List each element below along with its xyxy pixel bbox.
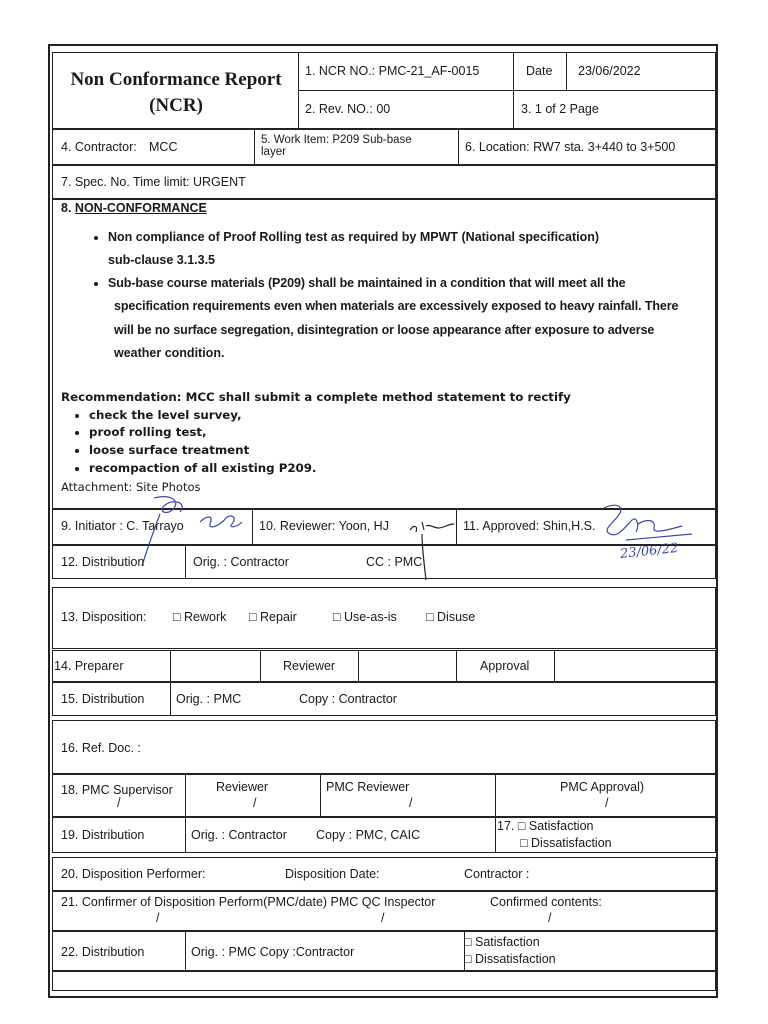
ref-doc-label: 16. Ref. Doc. : [61,741,141,755]
distribution-22-orig-copy: Orig. : PMC Copy :Contractor [191,945,355,959]
disposition-performer: 20. Disposition Performer: [61,867,206,881]
distribution-19-copy: Copy : PMC, CAIC [316,828,421,842]
distribution-15-label: 15. Distribution [61,692,145,706]
preparer-approval-label: Approval [480,659,530,673]
ref-doc-row [52,720,716,774]
preparer-label: 14. Preparer [54,659,124,673]
nonconformance-bullets [88,226,718,365]
distribution-label: 12. Distribution [61,555,145,569]
confirmer-slash-3: / [548,911,552,925]
reviewer: 10. Reviewer: Yoon, HJ [259,519,389,533]
disposition-label: 13. Disposition: [61,610,147,624]
preparer-row [52,650,716,682]
bullet-item: • Non compliance of Proof Rolling test as required by MPWT (National specification) sub-clause 3.1.3.5 [108,226,718,272]
dissatisfaction-checkbox-22[interactable]: □ Dissatisfaction [464,952,556,966]
distribution-15-orig: Orig. : PMC [176,692,242,706]
footer-strip [52,971,716,991]
confirmed-contents-label: Confirmed contents: [490,895,602,909]
approval-date-handwritten: 23/06/22 [619,540,680,563]
pmc-supervisor-label: 18. PMC Supervisor [61,783,173,797]
bullet-item: • Sub-base course materials (P209) shall be maintained in a condition that will meet all the specification requirements even when materials are excessively exposed to heavy rainfall. There will be no surface segregation, disintegration or loose appearance after exposure to adverse weather condition. [108,272,718,365]
distribution-cc: CC : PMC [366,555,423,569]
form-title: Non Conformance Report (NCR) [70,69,282,116]
preparer-reviewer-label: Reviewer [283,659,336,673]
pmc-reviewer-col-slash: / [253,796,257,810]
distribution-19-orig: Orig. : Contractor [191,828,287,842]
dissatisfaction-checkbox-17[interactable]: □ Dissatisfaction [520,836,612,850]
page-number: 3. 1 of 2 Page [521,102,599,116]
disposition-date: Disposition Date: [285,867,380,881]
distribution-19-label: 19. Distribution [61,828,145,842]
disposition-use-as-is[interactable]: □ Use-as-is [333,610,397,624]
contractor-value: MCC [149,140,178,154]
distribution-22-label: 22. Distribution [61,945,145,959]
rec-item: • check the level survey, [89,407,571,425]
distribution-15-copy: Copy : Contractor [299,692,397,706]
rev-number: 2. Rev. NO.: 00 [305,102,391,116]
recommendation: Recommendation: MCC shall submit a complete method statement to rectify • check the level survey, • proof rolling test, • loose surface treatment • recompaction of all existing P209. [61,389,571,477]
rec-item: • proof rolling test, [89,424,571,442]
confirmer-slash-1: / [156,911,160,925]
spec-number: 7. Spec. No. Time limit: URGENT [61,175,246,189]
rec-item: • recompaction of all existing P209. [89,460,571,478]
attachment: Attachment: Site Photos [61,480,201,494]
pmc-approval-label: PMC Approval) [560,780,645,794]
work-item: 5. Work Item: P209 Sub-base layer [261,134,412,159]
disposition-contractor: Contractor : [464,867,530,881]
pmc-approval-slash: / [605,796,609,810]
approved-by: 11. Approved: Shin,H.S. [463,519,596,533]
pmc-supervisor-slash: / [117,796,121,810]
initiator: 9. Initiator : C. Tarrayo [61,519,184,533]
distribution-orig: Orig. : Contractor [193,555,289,569]
satisfaction-checkbox-17[interactable]: 17. □ Satisfaction [497,819,594,833]
confirmer-slash-2: / [381,911,385,925]
satisfaction-checkbox-22[interactable]: □ Satisfaction [464,935,540,949]
confirmer-label: 21. Confirmer of Disposition Perform(PMC/date) PMC QC Inspector [61,895,436,909]
location: 6. Location: RW7 sta. 3+440 to 3+500 [465,140,676,154]
nonconformance-heading: 8. NON-CONFORMANCE [61,201,207,215]
pmc-reviewer-label: PMC Reviewer [326,780,410,794]
ncr-number: 1. NCR NO.: PMC-21_AF-0015 [305,64,480,78]
pmc-reviewer-slash: / [409,796,413,810]
pmc-reviewer-col-label: Reviewer [216,780,269,794]
rec-item: • loose surface treatment [89,442,571,460]
date-label: Date [526,64,553,78]
contractor-label: 4. Contractor: [61,140,137,154]
disposition-disuse[interactable]: □ Disuse [426,610,476,624]
disposition-rework[interactable]: □ Rework [173,610,227,624]
distribution-row-22 [52,931,716,971]
date-value: 23/06/2022 [578,64,641,78]
disposition-repair[interactable]: □ Repair [249,610,297,624]
